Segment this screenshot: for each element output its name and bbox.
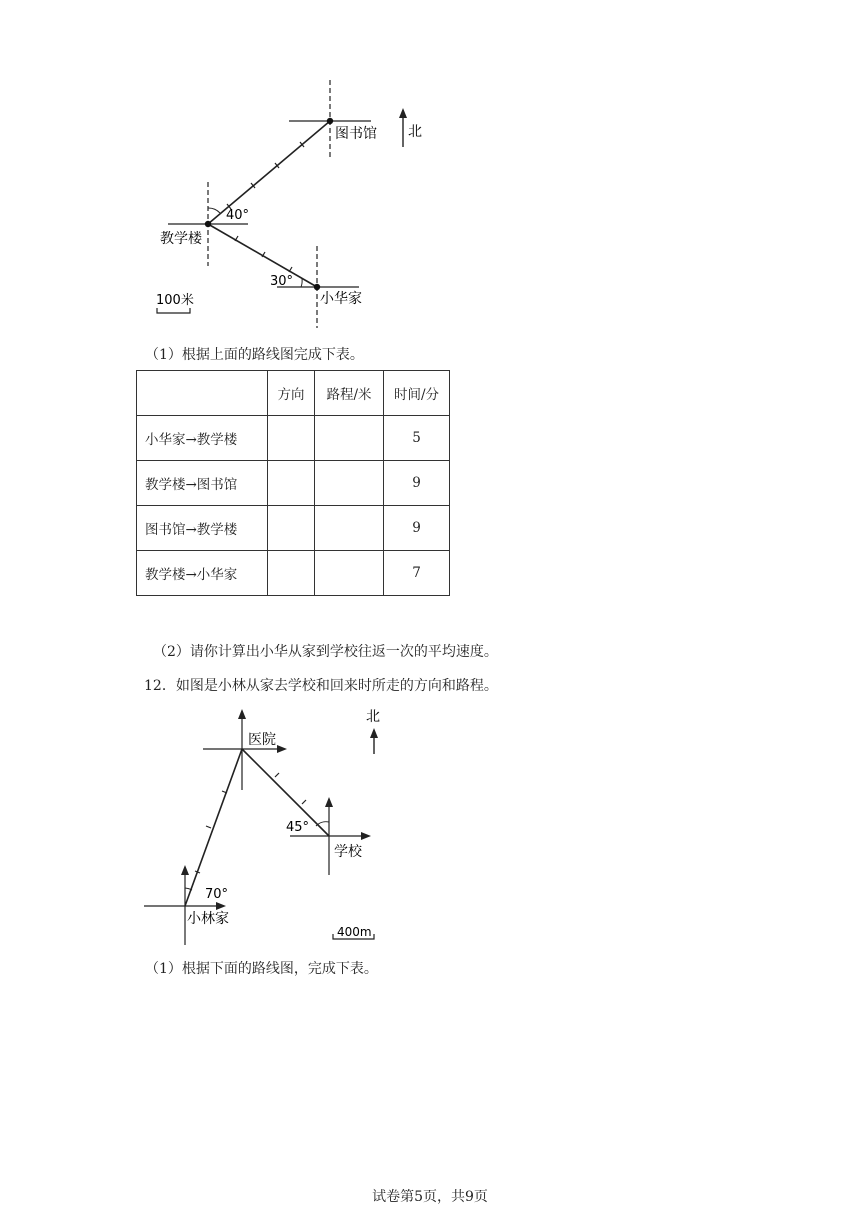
angle-arc-40 — [208, 208, 220, 213]
question-1-part-2: （2）请你计算出小华从家到学校往返一次的平均速度。 — [153, 644, 498, 660]
time-cell: 9 — [384, 461, 450, 506]
library-point — [327, 118, 333, 124]
direction-cell — [268, 416, 315, 461]
ticks-hospital-school — [275, 773, 306, 804]
home-east-arrowhead — [216, 902, 226, 910]
direction-cell — [268, 461, 315, 506]
table-row — [137, 506, 450, 551]
angle-70-label: 70° — [205, 887, 229, 902]
school-label: 学校 — [334, 844, 362, 860]
home-2-label: 小林家 — [187, 911, 229, 927]
home-label: 小华家 — [320, 291, 362, 307]
hospital-north-arrowhead — [238, 709, 246, 719]
distance-cell — [315, 416, 384, 461]
distance-cell — [315, 461, 384, 506]
route-cell: 小华家→教学楼 — [137, 416, 268, 461]
table-row — [137, 551, 450, 596]
scale-2-label: 400m — [337, 925, 372, 939]
page-footer: 试卷第5页，共9页 — [372, 1189, 488, 1205]
direction-cell — [268, 506, 315, 551]
north-2-label: 北 — [366, 709, 380, 725]
scale-bar-100m — [157, 308, 190, 313]
scale-label: 100米 — [156, 293, 194, 308]
angle-40-label: 40° — [226, 208, 250, 223]
library-label: 图书馆 — [335, 126, 377, 142]
route-diagram-1 — [0, 0, 860, 340]
table-header-row — [137, 371, 450, 416]
table-row — [137, 416, 450, 461]
table-header-cell — [137, 371, 268, 416]
angle-30-label: 30° — [270, 274, 294, 289]
north-label: 北 — [408, 124, 422, 140]
angle-arc-30 — [301, 279, 302, 287]
question-12-part-1: （1）根据下面的路线图，完成下表。 — [145, 961, 378, 977]
direction-cell — [268, 551, 315, 596]
route-home-hospital — [185, 749, 242, 906]
time-cell: 9 — [384, 506, 450, 551]
home-north-arrowhead — [181, 865, 189, 875]
north-arrow-head — [399, 108, 407, 118]
distance-cell — [315, 551, 384, 596]
route-diagram-2 — [0, 700, 860, 960]
hospital-label: 医院 — [248, 732, 276, 748]
angle-45-label: 45° — [286, 820, 310, 835]
route-table — [136, 370, 450, 596]
table-header-cell: 时间/分 — [384, 371, 450, 416]
time-cell: 7 — [384, 551, 450, 596]
school-north-arrowhead — [325, 797, 333, 807]
route-cell: 教学楼→图书馆 — [137, 461, 268, 506]
table-row — [137, 461, 450, 506]
hospital-east-arrowhead — [277, 745, 287, 753]
time-cell: 5 — [384, 416, 450, 461]
distance-cell — [315, 506, 384, 551]
ticks-building-home — [235, 236, 292, 272]
building-point — [205, 221, 211, 227]
north-arrow-2-head — [370, 728, 378, 738]
building-label: 教学楼 — [160, 231, 202, 247]
question-1-instruction: （1）根据上面的路线图完成下表。 — [145, 347, 364, 363]
route-cell: 教学楼→小华家 — [137, 551, 268, 596]
route-cell: 图书馆→教学楼 — [137, 506, 268, 551]
home-point — [314, 284, 320, 290]
question-12: 12．如图是小林从家去学校和回来时所走的方向和路程。 — [144, 678, 498, 694]
school-east-arrowhead — [361, 832, 371, 840]
table-header-cell: 路程/米 — [315, 371, 384, 416]
table-header-cell: 方向 — [268, 371, 315, 416]
